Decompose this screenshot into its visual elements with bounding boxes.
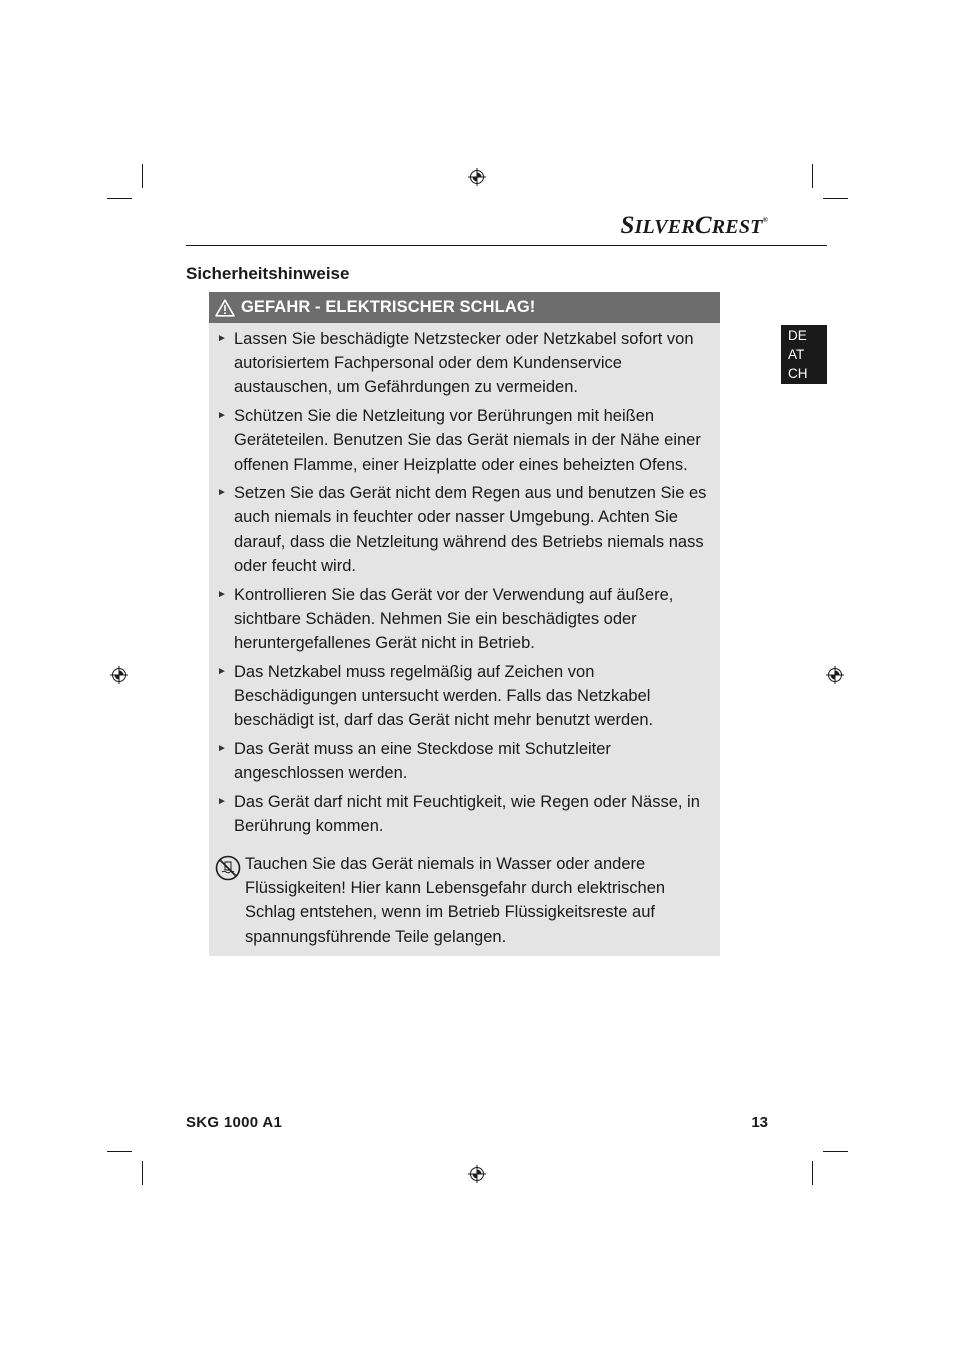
list-item: [209, 583, 720, 656]
bullet-arrow-icon: ►: [217, 795, 227, 807]
language-code: AT: [788, 347, 805, 362]
registration-mark-icon: [468, 1165, 486, 1183]
bullet-arrow-icon: ►: [217, 487, 227, 499]
list-item-text: Das Netzkabel muss regelmäßig auf Zeichen von Beschädigungen untersucht werden. Falls das Netzkabel beschädigt ist, darf das Gerät nicht mehr benutzt werden.: [234, 662, 654, 730]
bullet-arrow-icon: ►: [217, 333, 227, 344]
crop-mark: [823, 198, 848, 199]
list-item-text: Schützen Sie die Netzleitung vor Berührungen mit heißen Geräteteilen. Benutzen Sie das Gerät niemals in der Nähe einer offenen Flamme, einer Heizplatte oder eines beheizten Ofens.: [234, 407, 701, 474]
language-code: CH: [788, 366, 808, 381]
list-item: [209, 481, 720, 578]
crop-mark: [107, 198, 132, 199]
language-code: DE: [788, 328, 807, 343]
warning-triangle-icon: [215, 299, 235, 317]
registration-mark-icon: [826, 666, 844, 684]
list-item-text: Kontrollieren Sie das Gerät vor der Verwendung auf äußere, sichtbare Schäden. Nehmen Sie ein beschädigtes oder heruntergefallenes Gerät nicht in Betrieb.: [234, 585, 674, 652]
registration-mark-icon: [468, 168, 486, 186]
crop-mark: [142, 164, 143, 188]
warning-list: [209, 323, 720, 838]
section-title: Sicherheitshinweise: [186, 264, 350, 283]
bullet-arrow-icon: ►: [217, 665, 227, 677]
warning-header: [209, 292, 720, 323]
no-water-immersion-icon: [215, 855, 241, 881]
header-divider: [186, 245, 827, 246]
list-item: [209, 737, 720, 785]
brand-logo: SILVERCREST®: [620, 212, 768, 239]
crop-mark: [812, 164, 813, 188]
crop-mark: [142, 1161, 143, 1185]
language-tab: [781, 325, 827, 384]
danger-warning-box: [209, 292, 720, 956]
list-item: [209, 404, 720, 477]
page-number: 13: [751, 1114, 768, 1131]
crop-mark: [107, 1151, 132, 1152]
crop-mark: [812, 1161, 813, 1185]
list-item-text: Setzen Sie das Gerät nicht dem Regen aus und benutzen Sie es auch niemals in feuchter oder nasser Umgebung. Achten Sie darauf, dass die Netzleitung während des Betriebs niemals nass oder feucht wird.: [234, 484, 707, 575]
list-item-text: Lassen Sie beschädigte Netzstecker oder Netzkabel sofort von autorisiertem Fachpersonal oder dem Kundenservice austauschen, um Gefährdungen zu vermeiden.: [234, 330, 694, 397]
warning-title: GEFAHR - ELEKTRISCHER SCHLAG!: [241, 298, 536, 316]
footer-model: SKG 1000 A1: [186, 1114, 283, 1131]
bullet-arrow-icon: ►: [217, 588, 227, 600]
list-item-text: Das Gerät darf nicht mit Feuchtigkeit, wie Regen oder Nässe, in Berührung kommen.: [234, 792, 700, 835]
water-note-text: Tauchen Sie das Gerät niemals in Wasser oder andere Flüssigkeiten! Hier kann Lebensgefahr durch elektrischen Schlag entstehen, wenn im Betrieb Flüssigkeitsreste auf spannungsführende Teile gelangen.: [245, 855, 666, 946]
crop-mark: [823, 1151, 848, 1152]
list-item: [209, 660, 720, 733]
registration-mark-icon: [110, 666, 128, 684]
bullet-arrow-icon: ►: [217, 742, 227, 754]
list-item: [209, 327, 720, 400]
bullet-arrow-icon: ►: [217, 410, 227, 422]
list-item-text: Das Gerät muss an eine Steckdose mit Schutzleiter angeschlossen werden.: [234, 739, 611, 782]
list-item: [209, 790, 720, 838]
